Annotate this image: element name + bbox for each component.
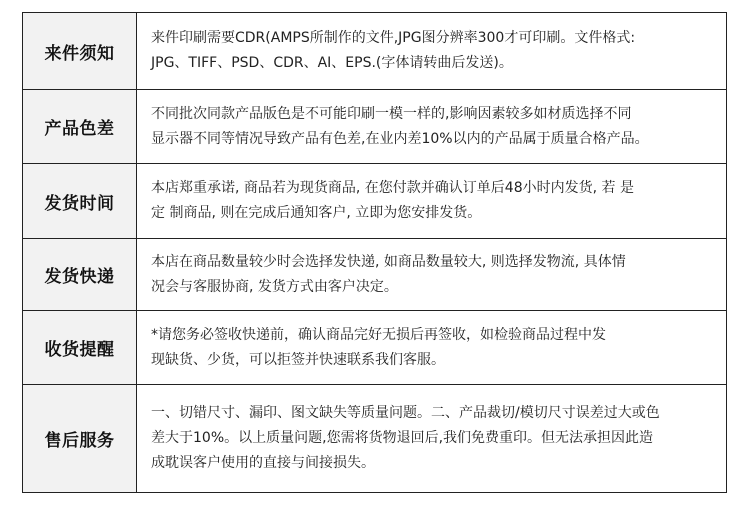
row-content-cell <box>137 164 726 238</box>
table-row <box>23 310 726 384</box>
row-content-cell <box>137 90 726 163</box>
table-row <box>23 89 726 163</box>
notice-table <box>22 12 727 493</box>
row-content-cell <box>137 13 726 89</box>
row-label: 产品色差 <box>44 119 115 139</box>
row-content: 不同批次同款产品版色是不可能印刷一模一样的,影响因素较多如材质选择不同 显示器不同等情况导致产品有色差,在业内差10%以内的产品属于质量合格产品。 <box>151 105 649 147</box>
row-content: *请您务必签收快递前，确认商品完好无损后再签收，如检验商品过程中发 现缺货、少货，可以拒签并快速联系我们客服。 <box>151 326 606 368</box>
row-content-cell <box>137 311 726 384</box>
row-label-cell <box>23 164 137 238</box>
row-label-cell <box>23 13 137 89</box>
row-label-cell <box>23 239 137 310</box>
row-label: 售后服务 <box>44 431 115 451</box>
table-row <box>23 163 726 238</box>
row-content: 来件印刷需要CDR(AMPS所制作的文件,JPG图分辨率300才可印刷。文件格式: JPG、TIFF、PSD、CDR、AI、EPS.(字体请转曲后发送)。 <box>151 30 636 71</box>
row-label: 发货时间 <box>44 193 115 214</box>
row-content-cell <box>137 385 726 492</box>
table-row <box>23 384 726 492</box>
row-content: 本店郑重承诺, 商品若为现货商品, 在您付款并确认订单后48小时内发货, 若 是 定 制商品, 则在完成后通知客户, 立即为您安排发货。 <box>151 180 634 221</box>
row-content-cell <box>137 239 726 310</box>
row-label-cell <box>23 311 137 384</box>
table-row <box>23 238 726 310</box>
row-label: 发货快递 <box>44 267 115 287</box>
row-content: 一、切错尺寸、漏印、图文缺失等质量问题。二、产品裁切/模切尺寸误差过大或色 差大于10%。以上质量问题,您需将货物退回后,我们免费重印。但无法承担因此造 成耽误客户使用的直接与间接损失。 <box>151 405 660 471</box>
row-label-cell <box>23 385 137 492</box>
row-label: 收货提醒 <box>44 340 115 360</box>
table-row <box>23 13 726 89</box>
row-label-cell <box>23 90 137 163</box>
row-content: 本店在商品数量较少时会选择发快递, 如商品数量较大, 则选择发物流, 具体情 况会与客服协商, 发货方式由客户决定。 <box>151 253 626 295</box>
row-label: 来件须知 <box>44 43 115 64</box>
